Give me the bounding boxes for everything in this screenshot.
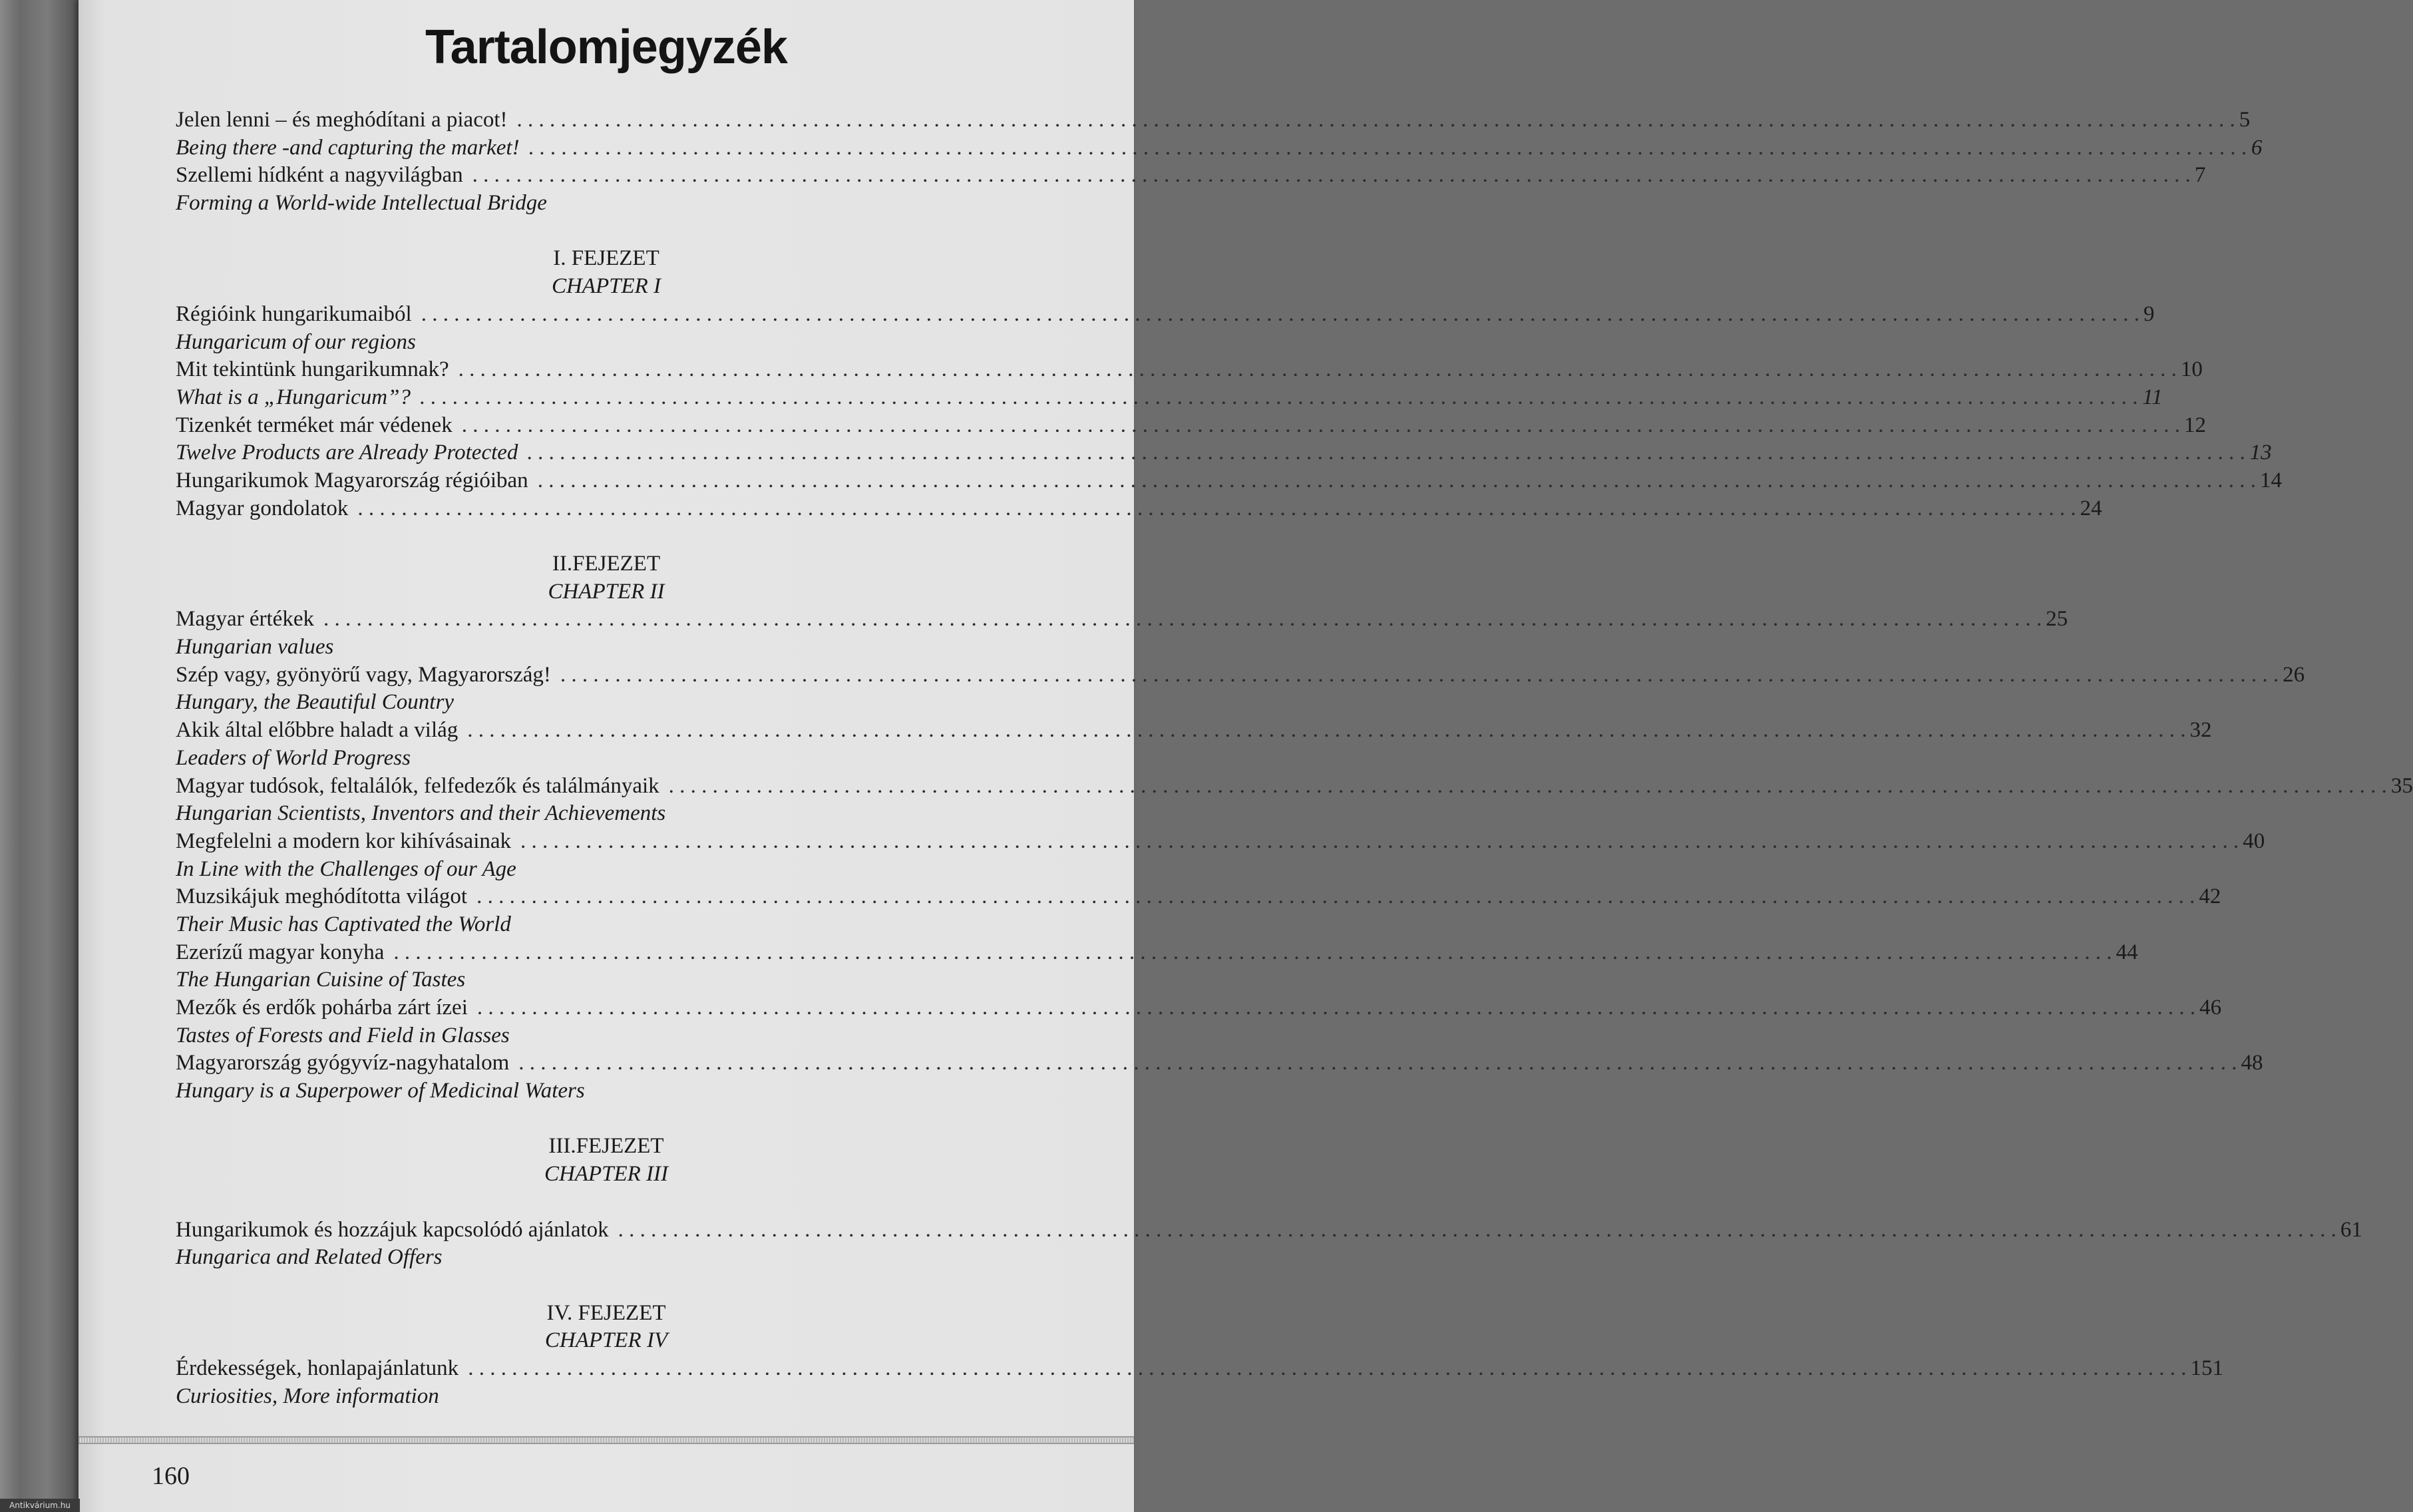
dot-leader xyxy=(472,162,2191,190)
toc-page-number: 6 xyxy=(2251,135,2263,160)
toc-entry xyxy=(176,856,1170,884)
toc-page-number: 26 xyxy=(2283,662,2305,687)
toc-entry-title: Magyar tudósok, feltalálók, felfedezők és találmányaik xyxy=(176,773,659,798)
toc-entry-title-en: Hungarica and Related Offers xyxy=(176,1245,443,1270)
dot-leader xyxy=(323,606,2042,634)
toc-page-number: 44 xyxy=(2116,940,2138,964)
toc-entry-title-en: Hungaricum of our regions xyxy=(176,329,416,354)
toc-page-number: 35 xyxy=(2390,773,2413,798)
chapter-heading: IV. FEJEZET xyxy=(546,1300,666,1325)
toc-entry-title-en: Hungary, the Beautiful Country xyxy=(176,690,454,715)
toc-entry xyxy=(176,1217,2362,1244)
toc-entry xyxy=(176,634,1170,662)
chapter-heading: I. FEJEZET xyxy=(553,246,659,271)
toc-entry xyxy=(176,606,2068,634)
toc-entry-title-en: Hungarian values xyxy=(176,635,334,660)
toc-entry xyxy=(176,439,2272,467)
toc-entry-title: Magyarország gyógyvíz-nagyhatalom xyxy=(176,1051,510,1075)
dot-leader xyxy=(517,106,2235,134)
toc-entry xyxy=(176,828,2265,856)
toc-entry-title: Akik által előbbre haladt a világ xyxy=(176,718,459,743)
dot-leader xyxy=(527,439,2245,467)
toc-entry-title: Szellemi hídként a nagyvilágban xyxy=(176,163,463,188)
toc-entry xyxy=(176,106,2251,134)
toc-entry xyxy=(176,745,1170,773)
chapter-heading: II.FEJEZET xyxy=(552,552,661,576)
toc-entry xyxy=(176,1077,1170,1105)
toc-page-number: 12 xyxy=(2183,413,2206,437)
toc-entry xyxy=(176,717,2212,745)
toc-entry xyxy=(176,412,2206,440)
book-binding xyxy=(0,0,80,1512)
dot-leader xyxy=(560,662,2279,689)
toc-entry-title-en: Leaders of World Progress xyxy=(176,745,411,770)
toc-entry-title: Tizenkét terméket már védenek xyxy=(176,413,453,437)
toc-entry-title: Hungarikumok és hozzájuk kapcsolódó ajánlatok xyxy=(176,1217,609,1242)
dot-leader xyxy=(420,384,2138,412)
toc-page-number: 24 xyxy=(2080,496,2102,520)
toc-entry-title: Mezők és erdők pohárba zárt ízei xyxy=(176,996,468,1020)
toc-entry-title-en: Twelve Products are Already Protected xyxy=(176,441,518,465)
toc-entry-title-en: Their Music has Captivated the World xyxy=(176,912,511,936)
toc-page-number: 42 xyxy=(2199,884,2221,909)
toc-entry xyxy=(176,190,1170,218)
toc-entry xyxy=(176,773,2413,801)
chapter-heading: III.FEJEZET xyxy=(548,1134,664,1159)
toc-entry-title-en: Tastes of Forests and Field in Glasses xyxy=(176,1023,510,1047)
toc-entry xyxy=(176,966,1170,994)
toc-entry-title-en: The Hungarian Cuisine of Tastes xyxy=(176,968,466,992)
toc-page-number: 25 xyxy=(2046,607,2068,632)
toc-page-number: 46 xyxy=(2199,996,2222,1020)
dot-leader xyxy=(459,356,2177,384)
dot-leader xyxy=(520,828,2239,856)
toc-entry xyxy=(176,1383,1170,1411)
toc-entry-title: Muzsikájuk meghódította világot xyxy=(176,884,468,909)
toc-entry xyxy=(176,1022,1170,1050)
toc-entry-title: Szép vagy, gyönyörű vagy, Magyarország! xyxy=(176,662,551,687)
toc-page-number: 13 xyxy=(2249,441,2272,465)
toc-entry xyxy=(176,134,2263,162)
toc-entry-title: Magyar gondolatok xyxy=(176,496,349,520)
toc-entry xyxy=(176,384,2163,412)
page-number: 160 xyxy=(152,1462,190,1490)
toc-page-number: 32 xyxy=(2189,718,2212,743)
footer-rule xyxy=(79,1436,1134,1444)
dot-leader xyxy=(669,773,2387,801)
dot-leader xyxy=(618,1217,2336,1244)
dot-leader xyxy=(476,883,2195,911)
toc-page-number: 10 xyxy=(2180,357,2203,382)
toc-entry-title-en: In Line with the Challenges of our Age xyxy=(176,856,516,881)
dot-leader xyxy=(421,301,2139,329)
toc-page-number: 5 xyxy=(2239,108,2251,132)
toc-entry xyxy=(176,689,1170,717)
toc-entry-title: Mit tekintünk hungarikumnak? xyxy=(176,357,449,382)
toc-entry xyxy=(176,495,2102,523)
toc-entry-title-en: Hungarian Scientists, Inventors and their Achievements xyxy=(176,801,666,826)
chapter-heading-en: CHAPTER II xyxy=(548,579,665,604)
dot-leader xyxy=(477,994,2195,1022)
table-of-contents xyxy=(176,106,2413,1410)
toc-entry xyxy=(176,467,2282,495)
dot-leader xyxy=(529,134,2247,162)
dot-leader xyxy=(462,412,2180,440)
toc-entry-title: Megfelelni a modern kor kihívásainak xyxy=(176,829,512,853)
dot-leader xyxy=(518,1049,2237,1077)
dot-leader xyxy=(393,939,2112,967)
chapter-heading-en: CHAPTER I xyxy=(551,274,661,299)
page-title: Tartalomjegyzék xyxy=(425,21,787,74)
toc-entry xyxy=(176,1355,2223,1383)
toc-entry xyxy=(176,800,1170,828)
toc-page-number: 7 xyxy=(2194,163,2206,188)
toc-page-number: 48 xyxy=(2241,1051,2263,1075)
chapter-heading-en: CHAPTER III xyxy=(544,1162,669,1187)
toc-entry-title: Magyar értékek xyxy=(176,607,314,632)
toc-page-number: 11 xyxy=(2142,385,2163,409)
toc-entry xyxy=(176,162,2206,190)
toc-entry-title: Érdekességek, honlapajánlatunk xyxy=(176,1356,459,1380)
toc-page-number: 151 xyxy=(2190,1356,2223,1380)
toc-page-number: 61 xyxy=(2340,1217,2362,1242)
toc-entry xyxy=(176,1049,2263,1077)
toc-page-number: 14 xyxy=(2259,468,2282,492)
watermark: Antikvárium.hu xyxy=(0,1499,80,1512)
toc-entry xyxy=(176,994,2222,1022)
dot-leader xyxy=(468,1355,2186,1383)
toc-entry xyxy=(176,939,2138,967)
chapter-heading-en: CHAPTER IV xyxy=(544,1328,668,1353)
toc-entry-title-en: What is a „Hungaricum”? xyxy=(176,385,411,409)
toc-entry xyxy=(176,301,2155,329)
toc-entry-title: Ezerízű magyar konyha xyxy=(176,940,385,964)
toc-entry xyxy=(176,911,1170,939)
toc-entry-title-en: Being there -and capturing the market! xyxy=(176,135,520,160)
toc-entry xyxy=(176,883,2221,911)
dot-leader xyxy=(538,467,2256,495)
toc-entry xyxy=(176,329,1170,357)
book-page xyxy=(79,0,2413,1512)
toc-entry-title: Hungarikumok Magyarország régióiban xyxy=(176,468,528,492)
toc-entry-title: Jelen lenni – és meghódítani a piacot! xyxy=(176,108,508,132)
toc-entry-title-en: Forming a World-wide Intellectual Bridge xyxy=(176,191,547,216)
toc-entry-title-en: Hungary is a Superpower of Medicinal Waters xyxy=(176,1079,585,1103)
toc-entry xyxy=(176,1244,1170,1272)
toc-entry-title: Régióink hungarikumaiból xyxy=(176,301,412,326)
toc-entry xyxy=(176,356,2203,384)
dot-leader xyxy=(467,717,2185,745)
dot-leader xyxy=(357,495,2076,523)
toc-entry xyxy=(176,662,2305,689)
toc-page-number: 40 xyxy=(2243,829,2265,853)
toc-page-number: 9 xyxy=(2143,301,2155,326)
toc-entry-title-en: Curiosities, More information xyxy=(176,1384,439,1408)
